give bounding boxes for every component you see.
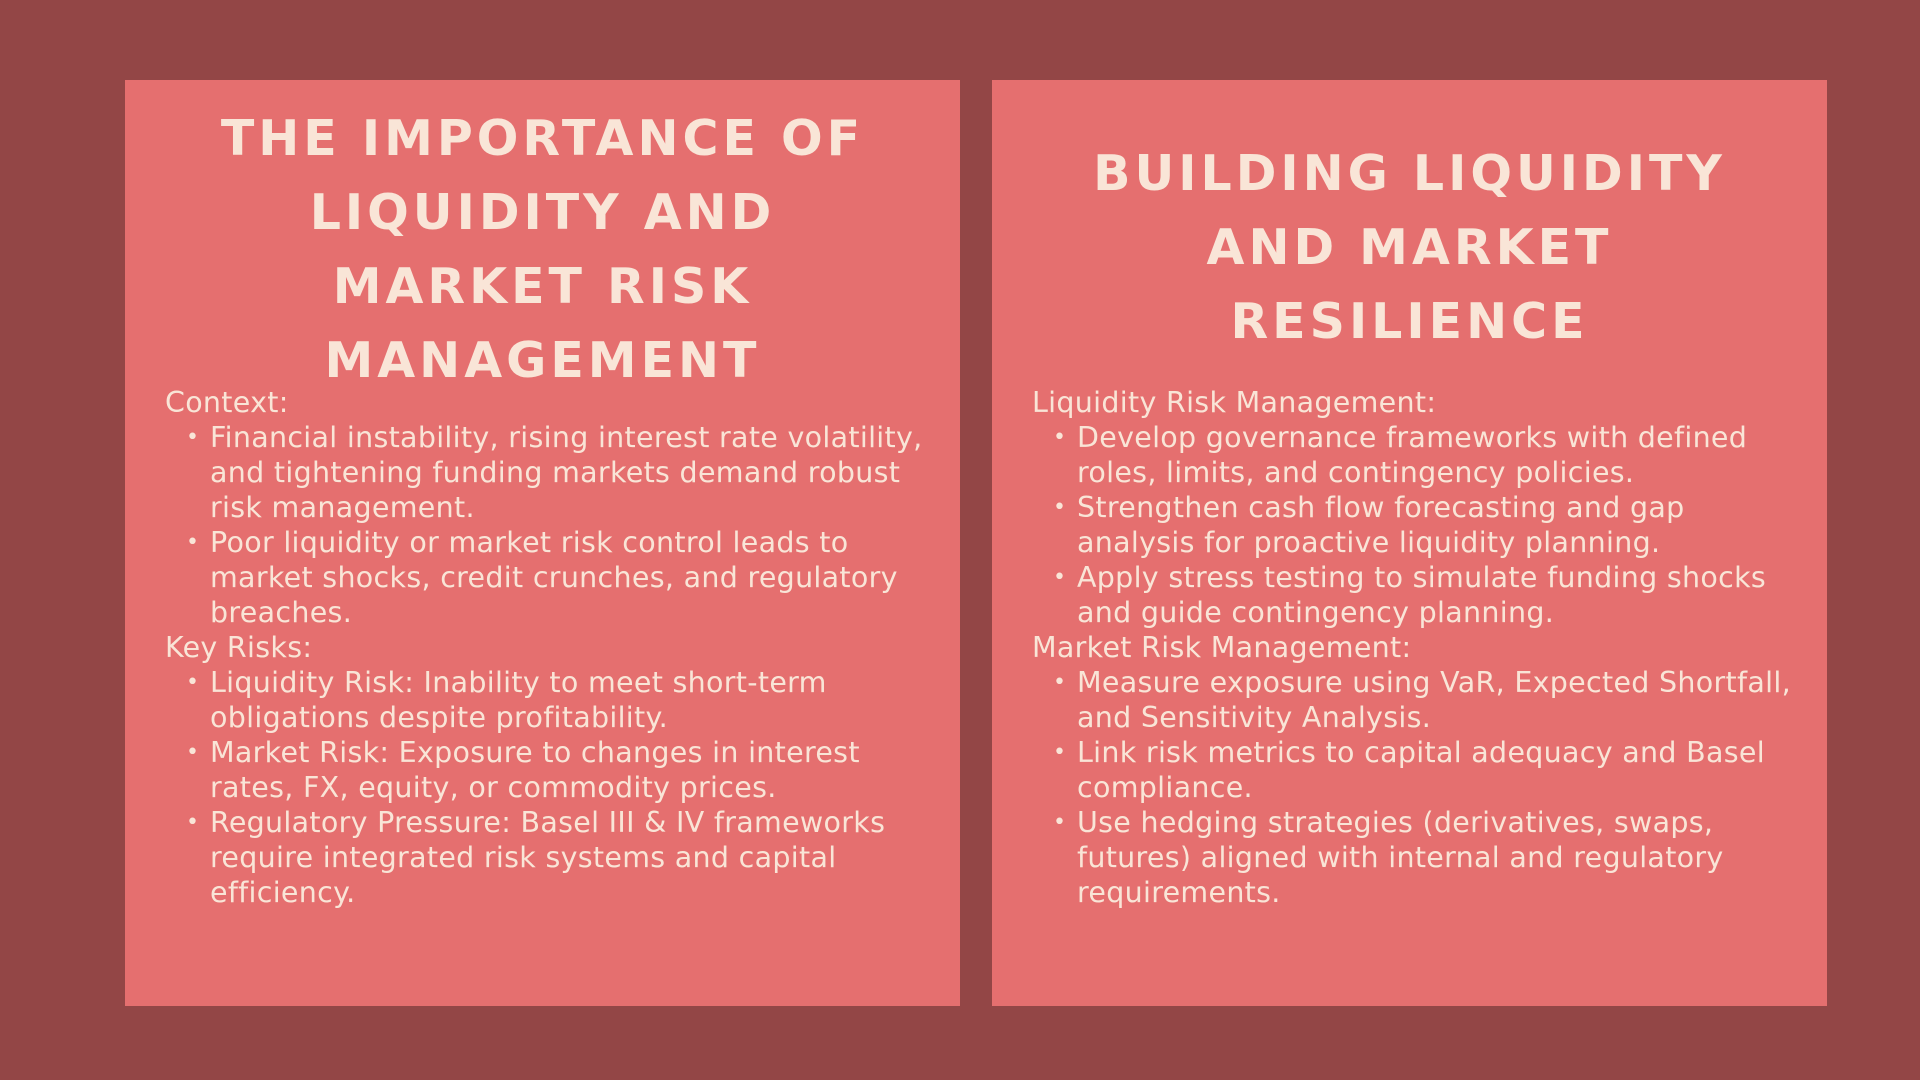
title-line: AND MARKET — [1206, 219, 1613, 276]
section-label-key-risks: Key Risks: — [165, 631, 313, 664]
title-line: RESILIENCE — [1230, 293, 1589, 350]
importance-card — [125, 80, 960, 1006]
title-line: MARKET RISK — [332, 258, 753, 315]
bullet-item: • Apply stress testing to simulate funding shocks and guide contingency planning. — [1077, 560, 1805, 630]
section-label-market-risk-management: Market Risk Management: — [1032, 631, 1412, 664]
bullet-item: • Liquidity Risk: Inability to meet short-term obligations despite profitability. — [210, 665, 938, 735]
liquidity-bullet-list — [1032, 420, 1805, 630]
resilience-card — [992, 80, 1827, 1006]
context-bullet-list — [165, 420, 938, 630]
key-risks-bullet-list — [165, 665, 938, 910]
title-line: LIQUIDITY AND — [309, 184, 776, 241]
bullet-item: • Link risk metrics to capital adequacy and Basel compliance. — [1077, 735, 1805, 805]
title-line: BUILDING LIQUIDITY — [1093, 145, 1726, 202]
title-line: THE IMPORTANCE OF — [220, 110, 865, 167]
bullet-item: • Market Risk: Exposure to changes in interest rates, FX, equity, or commodity prices. — [210, 735, 938, 805]
section-label-context: Context: — [165, 386, 289, 419]
importance-card-body — [165, 385, 938, 910]
market-bullet-list — [1032, 665, 1805, 910]
resilience-card-title — [992, 137, 1827, 359]
section-label-liquidity-risk-management: Liquidity Risk Management: — [1032, 386, 1437, 419]
resilience-card-body — [1032, 385, 1805, 910]
bullet-item: • Poor liquidity or market risk control leads to market shocks, credit crunches, and regulatory breaches. — [210, 525, 938, 630]
bullet-item: • Develop governance frameworks with defined roles, limits, and contingency policies. — [1077, 420, 1805, 490]
title-line: MANAGEMENT — [324, 332, 761, 389]
bullet-item: • Financial instability, rising interest rate volatility, and tightening funding markets demand robust risk management. — [210, 420, 938, 525]
bullet-item: • Regulatory Pressure: Basel III & IV frameworks require integrated risk systems and capital efficiency. — [210, 805, 938, 910]
bullet-item: • Strengthen cash flow forecasting and gap analysis for proactive liquidity planning. — [1077, 490, 1805, 560]
bullet-item: • Measure exposure using VaR, Expected Shortfall, and Sensitivity Analysis. — [1077, 665, 1805, 735]
importance-card-title — [125, 102, 960, 398]
bullet-item: • Use hedging strategies (derivatives, swaps, futures) aligned with internal and regulatory requirements. — [1077, 805, 1805, 910]
